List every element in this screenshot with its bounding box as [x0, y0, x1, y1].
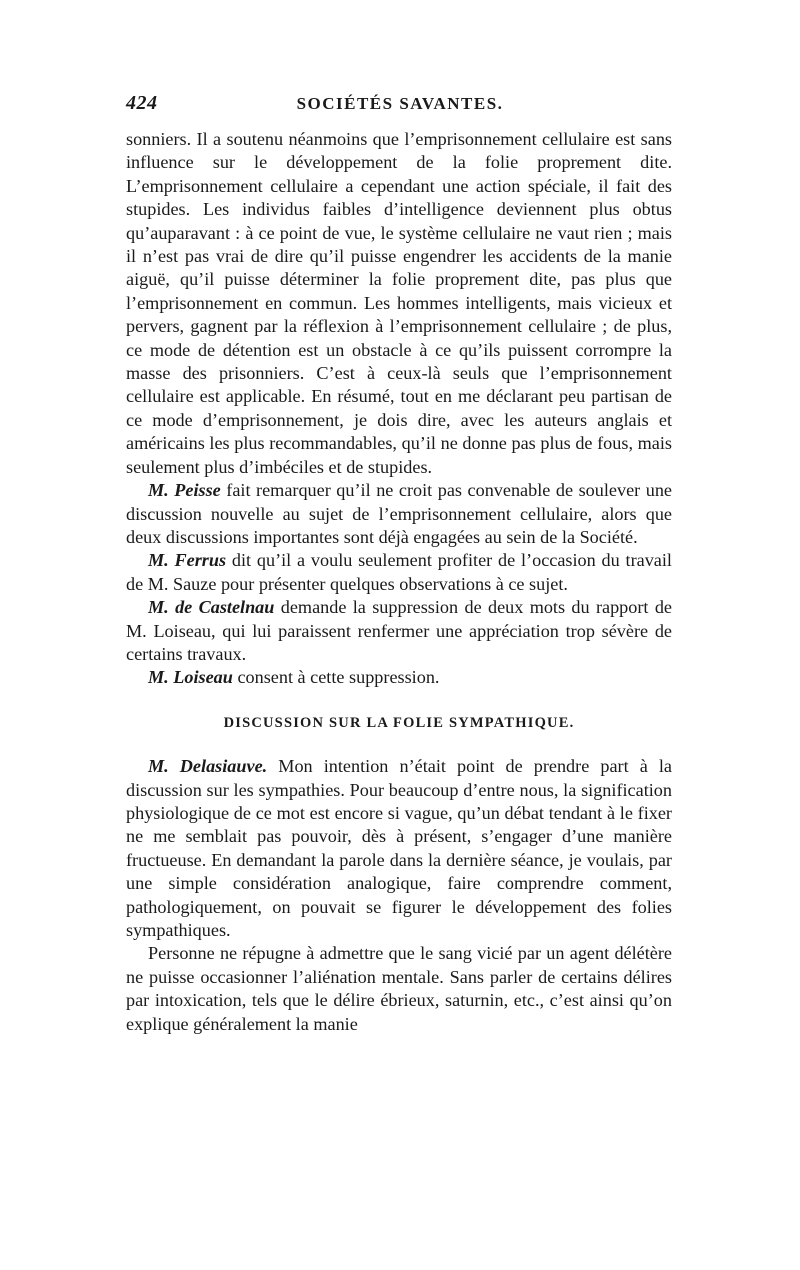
- page-header: [126, 92, 674, 118]
- paragraph-text: demande la suppression de deux mots du rapport de M. Loiseau, qui lui paraissent renfermer une appréciation trop sévère de certains travaux.: [126, 597, 672, 664]
- speaker-name: M. Loiseau: [148, 667, 233, 688]
- speaker-name: M. Ferrus: [148, 550, 227, 571]
- paragraph-loiseau: [126, 666, 672, 689]
- paragraph-text: dit qu’il a voulu seulement profiter de l’occasion du travail de M. Sauze pour présenter quelques observations à ce sujet.: [126, 550, 672, 594]
- paragraph-delasiauve: [126, 755, 672, 942]
- paragraph-ferrus: [126, 549, 672, 596]
- speaker-name: M. Delasiauve.: [148, 756, 268, 777]
- section-heading: DISCUSSION SUR LA FOLIE SYMPATHIQUE.: [223, 714, 575, 731]
- running-head: SOCIÉTÉS SAVANTES.: [296, 94, 504, 113]
- speaker-name: M. de Castelnau: [148, 597, 275, 618]
- page-body: [126, 128, 672, 1036]
- paragraph-text: fait remarquer qu’il ne croit pas convenable de soulever une discussion nouvelle au sujet de l’emprisonnement cellulaire, alors que deux discussions importantes sont déjà engagées au sein de la Société.: [126, 480, 673, 547]
- speaker-name: M. Peisse: [148, 480, 221, 501]
- paragraph-personne: [126, 942, 672, 1036]
- paragraph-peisse: [126, 479, 672, 549]
- paragraph-continuation: [126, 128, 672, 479]
- paragraph-text: consent à cette suppression.: [232, 667, 440, 688]
- paragraph-text: Mon intention n’était point de prendre part à la discussion sur les sympathies. Pour beaucoup d’entre nous, la signification physiologique de ce mot est encore si vague, qu’un débat tendant à le fixer ne me semblait pas pouvoir, dès à présent, s’engager d’une manière fructueuse. En demandant la parole dans la dernière séance, je voulais, par une simple considération analogique, faire comprendre comment, pathologiquement, on pouvait se figurer le développement des folies sympathiques.: [126, 756, 673, 940]
- paragraph-text: sonniers. Il a soutenu néanmoins que l’emprisonnement cellulaire est sans influence sur le développement de la folie proprement dite. L’emprisonnement cellulaire a cependant une action spéciale, il fait des stupides. Les individus faibles d’intelligence deviennent plus obtus qu’auparavant : à ce point de vue, le système cellulaire ne vaut rien ; mais il n’est pas vrai de dire qu’il puisse engendrer les accidents de la manie aiguë, qu’il puisse déterminer la folie proprement dite, pas plus que l’emprisonnement en commun. Les hommes intelligents, mais vicieux et pervers, gagnent par la réflexion à l’emprisonnement cellulaire ; de plus, ce mode de détention est un obstacle à ce qu’ils puissent corrompre la masse des prisonniers. C’est à ceux-là seuls que l’emprisonnement cellulaire est applicable. En résumé, tout en me déclarant peu partisan de ce mode d’emprisonnement, je dois dire, avec les auteurs anglais et américains les plus recommandables, qu’il ne donne pas plus de fous, mais seulement plus d’imbéciles et de stupides.: [126, 129, 672, 477]
- paragraph-castelnau: [126, 596, 672, 666]
- paragraph-text: Personne ne répugne à admettre que le sang vicié par un agent délétère ne puisse occasionner l’aliénation mentale. Sans parler de certains délires par intoxication, tels que le délire ébrieux, saturnin, etc., c’est ainsi qu’on explique généralement la manie: [126, 943, 672, 1034]
- page-number: 424: [126, 92, 158, 114]
